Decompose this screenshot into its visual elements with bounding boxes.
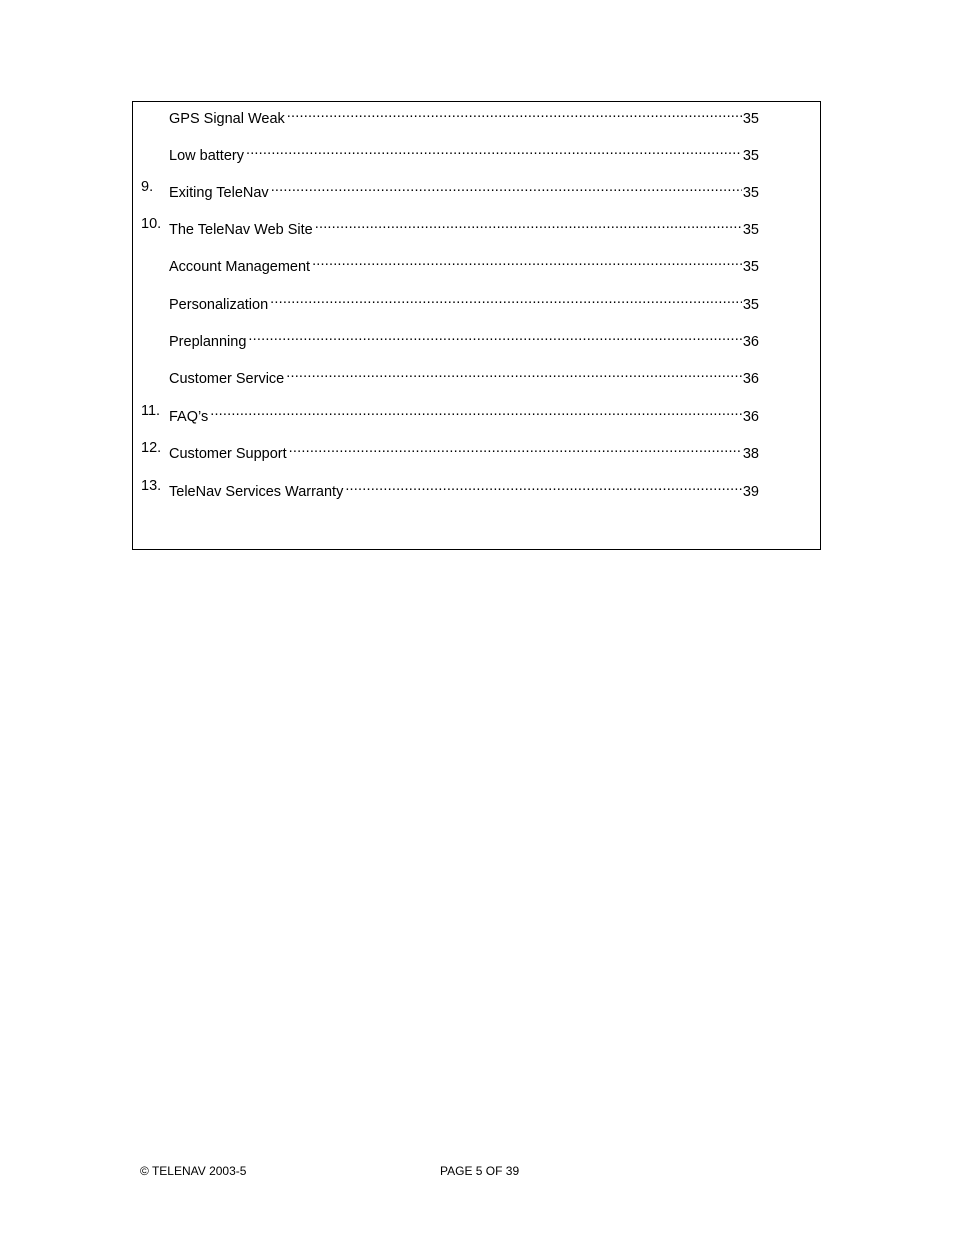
toc-entry-page: 35 xyxy=(742,148,759,164)
toc-entry-telenav-web-site[interactable] xyxy=(133,214,759,238)
toc-entry-customer-service[interactable] xyxy=(133,363,759,387)
toc-entry-page: 35 xyxy=(742,297,759,313)
toc-entry-preplanning[interactable] xyxy=(133,326,759,350)
toc-entry-title: TeleNav Services Warranty xyxy=(169,484,344,500)
toc-entry-number: 13. xyxy=(141,478,162,494)
footer-page-number: PAGE 5 OF 39 xyxy=(440,1164,520,1178)
toc-entry-customer-support[interactable] xyxy=(133,438,759,462)
toc-entry-personalization[interactable] xyxy=(133,289,759,313)
toc-entry-number: 9. xyxy=(141,179,154,195)
toc-entry-title: Customer Support xyxy=(169,446,287,462)
footer-copyright: © TELENAV 2003-5 xyxy=(140,1164,247,1178)
toc-dot-leader xyxy=(287,103,742,123)
toc-entry-title: Account Management xyxy=(169,259,311,275)
toc-entry-account-management[interactable] xyxy=(133,251,759,275)
table-of-contents xyxy=(132,101,821,550)
toc-entry-number: 12. xyxy=(141,440,162,456)
toc-dot-leader xyxy=(210,401,742,421)
toc-entry-page: 36 xyxy=(742,409,759,425)
toc-entry-page: 38 xyxy=(742,446,759,462)
toc-entry-services-warranty[interactable] xyxy=(133,476,759,500)
toc-entry-low-battery[interactable] xyxy=(133,140,759,164)
toc-entry-title: Personalization xyxy=(169,297,269,313)
toc-dot-leader xyxy=(315,214,742,234)
toc-dot-leader xyxy=(286,363,742,383)
toc-dot-leader xyxy=(271,177,742,197)
toc-entry-title: GPS Signal Weak xyxy=(169,111,285,127)
toc-entry-number: 11. xyxy=(141,403,161,419)
toc-entry-title: FAQ’s xyxy=(169,409,209,425)
toc-entry-page: 36 xyxy=(742,334,759,350)
toc-entry-title: Exiting TeleNav xyxy=(169,185,269,201)
toc-entry-exiting-telenav[interactable] xyxy=(133,177,759,201)
toc-entry-title: Customer Service xyxy=(169,371,285,387)
toc-dot-leader xyxy=(246,140,742,160)
toc-entry-page: 35 xyxy=(742,185,759,201)
toc-entry-title: Low battery xyxy=(169,148,244,164)
toc-entry-page: 39 xyxy=(742,484,759,500)
toc-entry-page: 35 xyxy=(742,222,759,238)
toc-dot-leader xyxy=(270,289,742,309)
toc-dot-leader xyxy=(248,326,741,346)
toc-entry-page: 35 xyxy=(742,259,759,275)
toc-entry-title: The TeleNav Web Site xyxy=(169,222,313,238)
toc-dot-leader xyxy=(289,438,742,458)
toc-entry-number: 10. xyxy=(141,216,162,232)
toc-entry-page: 36 xyxy=(742,371,759,387)
toc-dot-leader xyxy=(312,251,742,271)
toc-entry-faqs[interactable] xyxy=(133,401,759,425)
toc-entry-page: 35 xyxy=(742,111,759,127)
toc-dot-leader xyxy=(345,476,742,496)
toc-entry-gps-signal-weak[interactable] xyxy=(133,103,759,127)
toc-entry-title: Preplanning xyxy=(169,334,247,350)
